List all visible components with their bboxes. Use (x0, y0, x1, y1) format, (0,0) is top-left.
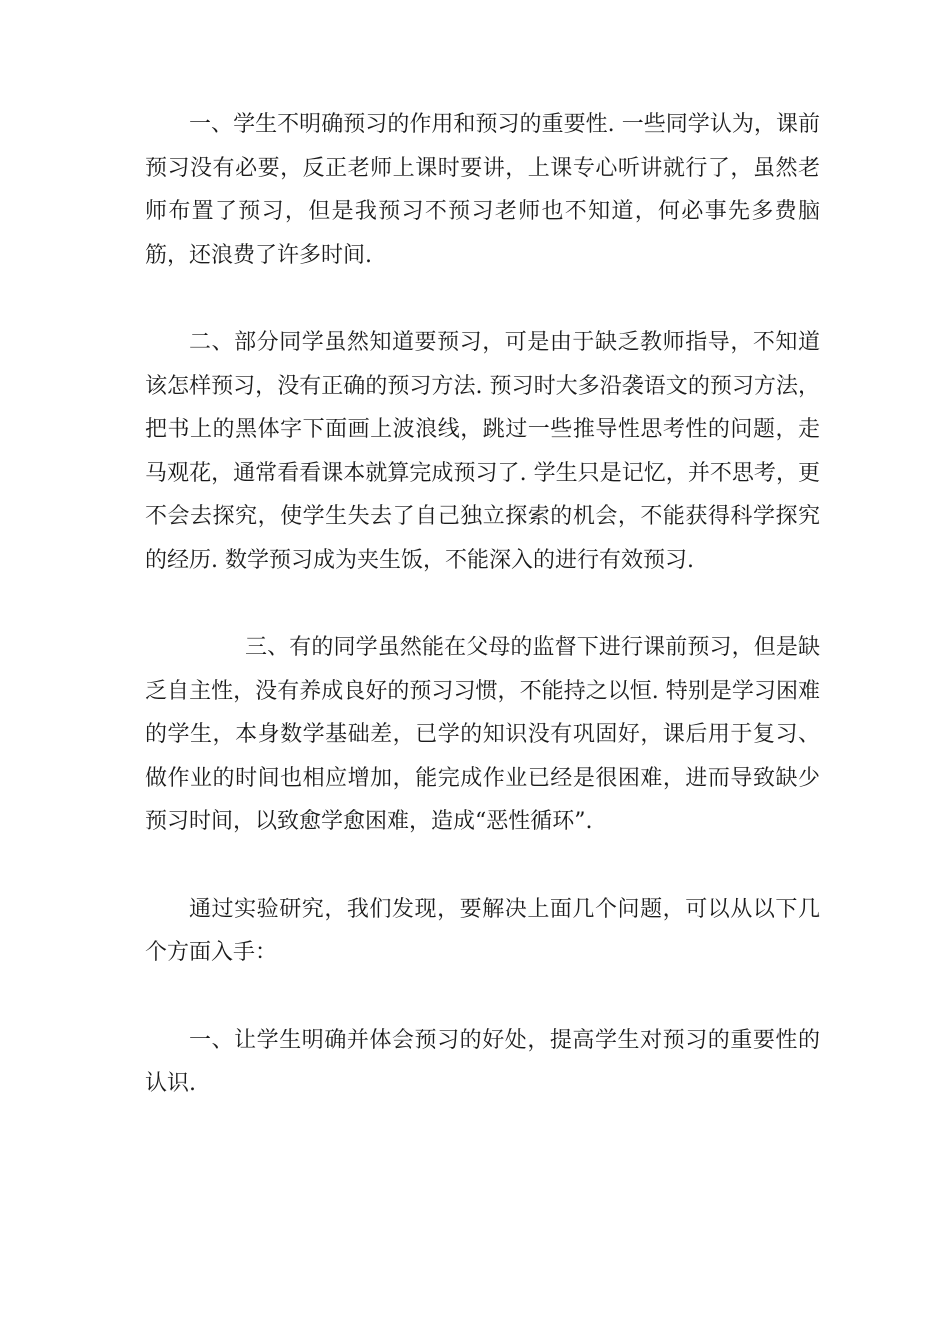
document-body (145, 103, 820, 1106)
paragraph-problem-2: 二、部分同学虽然知道要预习，可是由于缺乏教师指导，不知道该怎样预习，没有正确的预习方法. 预习时大多沿袭语文的预习方法，把书上的黑体字下面画上波浪线，跳过一些推导性思考性的问题，走马观花，通常看看课本就算完成预习了. 学生只是记忆，并不思考，更不会去探究，使学生失去了自己独立探索的机会，不能获得科学探究的经历. 数学预习成为夹生饭，不能深入的进行有效预习. (145, 330, 820, 573)
paragraph-problem-1: 一、学生不明确预习的作用和预习的重要性. 一些同学认为，课前预习没有必要，反正老师上课时要讲，上课专心听讲就行了，虽然老师布置了预习，但是我预习不预习老师也不知道，何必事先多费脑筋，还浪费了许多时间. (145, 112, 820, 268)
paragraph-solution-1: 一、让学生明确并体会预习的好处，提高学生对预习的重要性的认识. (145, 1027, 820, 1096)
paragraph-problem-3: 三、有的同学虽然能在父母的监督下进行课前预习，但是缺乏自主性，没有养成良好的预习习惯，不能持之以恒. 特别是学习困难的学生，本身数学基础差，已学的知识没有巩固好，课后用于复习、做作业的时间也相应增加，能完成作业已经是很困难，进而导致缺少预习时间，以致愈学愈困难，造成“恶性循环”. (145, 635, 820, 834)
paragraph-research-intro: 通过实验研究，我们发现，要解决上面几个问题，可以从以下几个方面入手： (145, 896, 820, 965)
